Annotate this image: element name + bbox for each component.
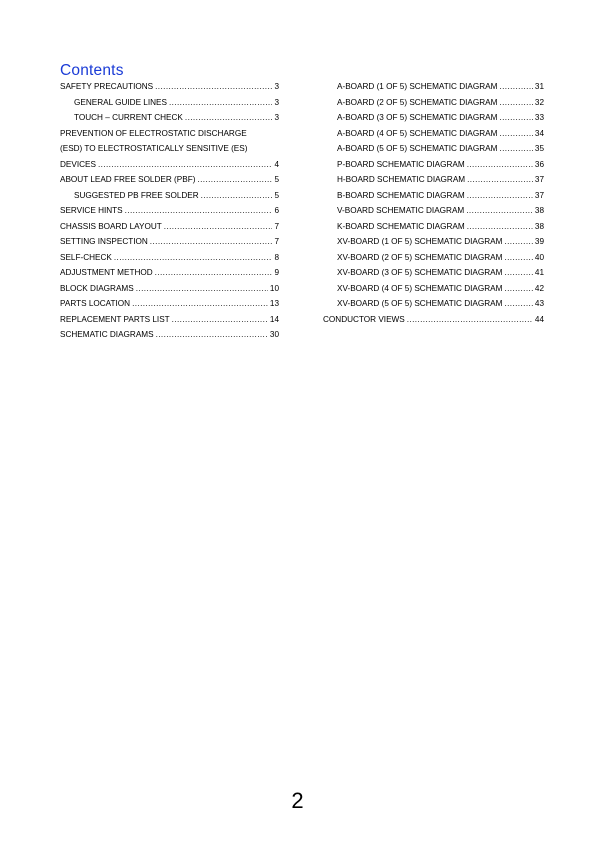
toc-leader-dots (499, 126, 532, 142)
toc-leader-dots (155, 265, 273, 281)
toc-leader-dots (98, 157, 272, 173)
toc-entry-label: B-BOARD SCHEMATIC DIAGRAM (337, 190, 465, 200)
toc-leader-dots (466, 203, 533, 219)
toc-entry-label: PREVENTION OF ELECTROSTATIC DISCHARGE (60, 128, 247, 138)
toc-entry-label: ADJUSTMENT METHOD (60, 268, 153, 277)
toc-entry[interactable] (60, 110, 279, 126)
toc-entry-page: 33 (534, 113, 544, 122)
toc-entry-page: 14 (269, 314, 279, 324)
toc-entry[interactable] (323, 188, 544, 204)
toc-entry-label: GENERAL GUIDE LINES (74, 97, 167, 107)
toc-entry-label: SERVICE HINTS (60, 206, 123, 215)
toc-entry-page: 41 (534, 268, 544, 277)
toc-entry[interactable] (60, 126, 279, 142)
toc-entry-label: A-BOARD (1 OF 5) SCHEMATIC DIAGRAM (337, 82, 498, 91)
toc-entry[interactable] (323, 79, 544, 95)
toc-leader-dots (499, 95, 532, 111)
toc-entry-label: SETTING INSPECTION (60, 237, 148, 246)
toc-leader-dots (150, 234, 273, 250)
toc-entry[interactable] (323, 95, 544, 111)
toc-entry-label: XV-BOARD (5 OF 5) SCHEMATIC DIAGRAM (337, 299, 503, 308)
toc-leader-dots (467, 219, 533, 235)
toc-entry-page: 6 (274, 206, 279, 215)
toc-leader-dots (407, 312, 533, 328)
toc-entry[interactable] (323, 219, 544, 235)
toc-entry-page: 3 (274, 113, 279, 122)
toc-leader-dots (499, 141, 532, 157)
toc-entry[interactable] (323, 110, 544, 126)
toc-entry-label: A-BOARD (4 OF 5) SCHEMATIC DIAGRAM (337, 128, 498, 138)
toc-entry[interactable] (60, 312, 279, 328)
toc-leader-dots (125, 203, 273, 219)
toc-entry-page: 43 (534, 299, 544, 308)
toc-entry-page: 42 (534, 283, 544, 293)
toc-column-left (60, 79, 279, 343)
toc-entry-page: 5 (274, 175, 279, 184)
toc-entry[interactable] (60, 296, 279, 312)
toc-entry-page: 9 (274, 268, 279, 277)
toc-leader-dots (467, 188, 533, 204)
toc-entry-page: 44 (534, 314, 544, 324)
toc-entry-page: 38 (534, 221, 544, 231)
toc-entry-page: 36 (534, 159, 544, 169)
toc-entry-page: 32 (534, 97, 544, 107)
toc-entry[interactable] (323, 203, 544, 219)
toc-entry-label: BLOCK DIAGRAMS (60, 283, 134, 293)
toc-entry-label: SAFETY PRECAUTIONS (60, 82, 154, 91)
toc-leader-dots (467, 157, 533, 173)
toc-entry[interactable] (60, 157, 279, 173)
toc-entry-label: XV-BOARD (3 OF 5) SCHEMATIC DIAGRAM (337, 268, 503, 277)
toc-entry[interactable] (60, 79, 279, 95)
toc-entry-label: P-BOARD SCHEMATIC DIAGRAM (337, 159, 465, 169)
toc-entry[interactable] (323, 250, 544, 266)
contents-title: Contents (60, 62, 124, 79)
toc-entry-label: SELF-CHECK (60, 252, 112, 262)
toc-leader-dots (467, 172, 533, 188)
toc-entry-label: XV-BOARD (2 OF 5) SCHEMATIC DIAGRAM (337, 252, 503, 262)
toc-leader-dots (499, 79, 532, 95)
toc-entry-label: ABOUT LEAD FREE SOLDER (PBF) (60, 175, 196, 184)
toc-entry-page: 4 (274, 159, 279, 169)
toc-entry-page: 40 (534, 252, 544, 262)
toc-leader-dots (504, 234, 532, 250)
toc-entry-page: 7 (274, 237, 279, 246)
toc-entry[interactable] (323, 141, 544, 157)
toc-entry[interactable] (60, 281, 279, 297)
toc-entry-label: XV-BOARD (1 OF 5) SCHEMATIC DIAGRAM (337, 237, 503, 246)
toc-entry[interactable] (60, 265, 279, 281)
toc-entry[interactable] (323, 265, 544, 281)
toc-entry[interactable] (60, 203, 279, 219)
toc-entry-page: 37 (534, 175, 544, 184)
toc-entry-page: 5 (274, 190, 279, 200)
toc-leader-dots (201, 188, 273, 204)
toc-entry[interactable] (323, 234, 544, 250)
toc-entry-page: 35 (534, 144, 544, 153)
toc-entry-page: 13 (269, 299, 279, 308)
toc-leader-dots (169, 95, 272, 111)
toc-entry-page: 10 (269, 283, 279, 293)
toc-entry-label: DEVICES (60, 159, 96, 169)
toc-entry-page: 3 (274, 82, 279, 91)
toc-leader-dots (504, 281, 532, 297)
toc-leader-dots (197, 172, 272, 188)
toc-leader-dots (172, 312, 268, 328)
toc-entry-page: 8 (274, 252, 279, 262)
toc-entry[interactable] (60, 172, 279, 188)
toc-entry-label: A-BOARD (3 OF 5) SCHEMATIC DIAGRAM (337, 113, 498, 122)
toc-entry[interactable] (60, 95, 279, 111)
toc-entry-label: TOUCH – CURRENT CHECK (74, 113, 183, 122)
toc-leader-dots (504, 296, 532, 312)
toc-leader-dots (504, 250, 532, 266)
toc-entry-page: 34 (534, 128, 544, 138)
toc-entry-page: 37 (534, 190, 544, 200)
toc-entry[interactable] (323, 126, 544, 142)
toc-entry-label: (ESD) TO ELECTROSTATICALLY SENSITIVE (ES) (60, 144, 248, 153)
toc-entry[interactable] (60, 327, 279, 343)
toc-entry-label: SUGGESTED PB FREE SOLDER (74, 190, 199, 200)
toc-entry-label: V-BOARD SCHEMATIC DIAGRAM (337, 206, 465, 215)
toc-entry-label: SCHEMATIC DIAGRAMS (60, 330, 154, 339)
toc-entry-label: A-BOARD (2 OF 5) SCHEMATIC DIAGRAM (337, 97, 498, 107)
toc-entry-page: 39 (534, 237, 544, 246)
page-number: 2 (291, 788, 304, 813)
toc-entry[interactable] (323, 172, 544, 188)
toc-entry-label: A-BOARD (5 OF 5) SCHEMATIC DIAGRAM (337, 144, 498, 153)
toc-entry-label: XV-BOARD (4 OF 5) SCHEMATIC DIAGRAM (337, 283, 503, 293)
toc-leader-dots (164, 219, 273, 235)
toc-entry[interactable] (60, 188, 279, 204)
toc-entry[interactable] (60, 250, 279, 266)
toc-leader-dots (136, 281, 268, 297)
toc-entry-label: CHASSIS BOARD LAYOUT (60, 221, 162, 231)
toc-entry-page: 7 (274, 221, 279, 231)
toc-entry-page: 31 (534, 82, 544, 91)
toc-entry-label: H-BOARD SCHEMATIC DIAGRAM (337, 175, 466, 184)
toc-entry[interactable] (323, 312, 544, 328)
toc-leader-dots (155, 79, 272, 95)
toc-entry[interactable] (60, 141, 279, 157)
toc-leader-dots (499, 110, 532, 126)
toc-leader-dots (185, 110, 273, 126)
toc-column-right (323, 79, 544, 327)
toc-entry[interactable] (323, 157, 544, 173)
toc-entry-label: K-BOARD SCHEMATIC DIAGRAM (337, 221, 465, 231)
toc-entry[interactable] (60, 234, 279, 250)
toc-entry-page: 30 (269, 330, 279, 339)
toc-leader-dots (504, 265, 532, 281)
toc-entry[interactable] (60, 219, 279, 235)
toc-entry-page: 3 (274, 97, 279, 107)
toc-entry[interactable] (323, 296, 544, 312)
toc-entry-label: PARTS LOCATION (60, 299, 131, 308)
toc-leader-dots (156, 327, 268, 343)
toc-entry-page: 38 (534, 206, 544, 215)
toc-leader-dots (132, 296, 268, 312)
toc-entry[interactable] (323, 281, 544, 297)
toc-entry-label: REPLACEMENT PARTS LIST (60, 314, 170, 324)
toc-leader-dots (114, 250, 273, 266)
toc-entry-label: CONDUCTOR VIEWS (323, 314, 405, 324)
